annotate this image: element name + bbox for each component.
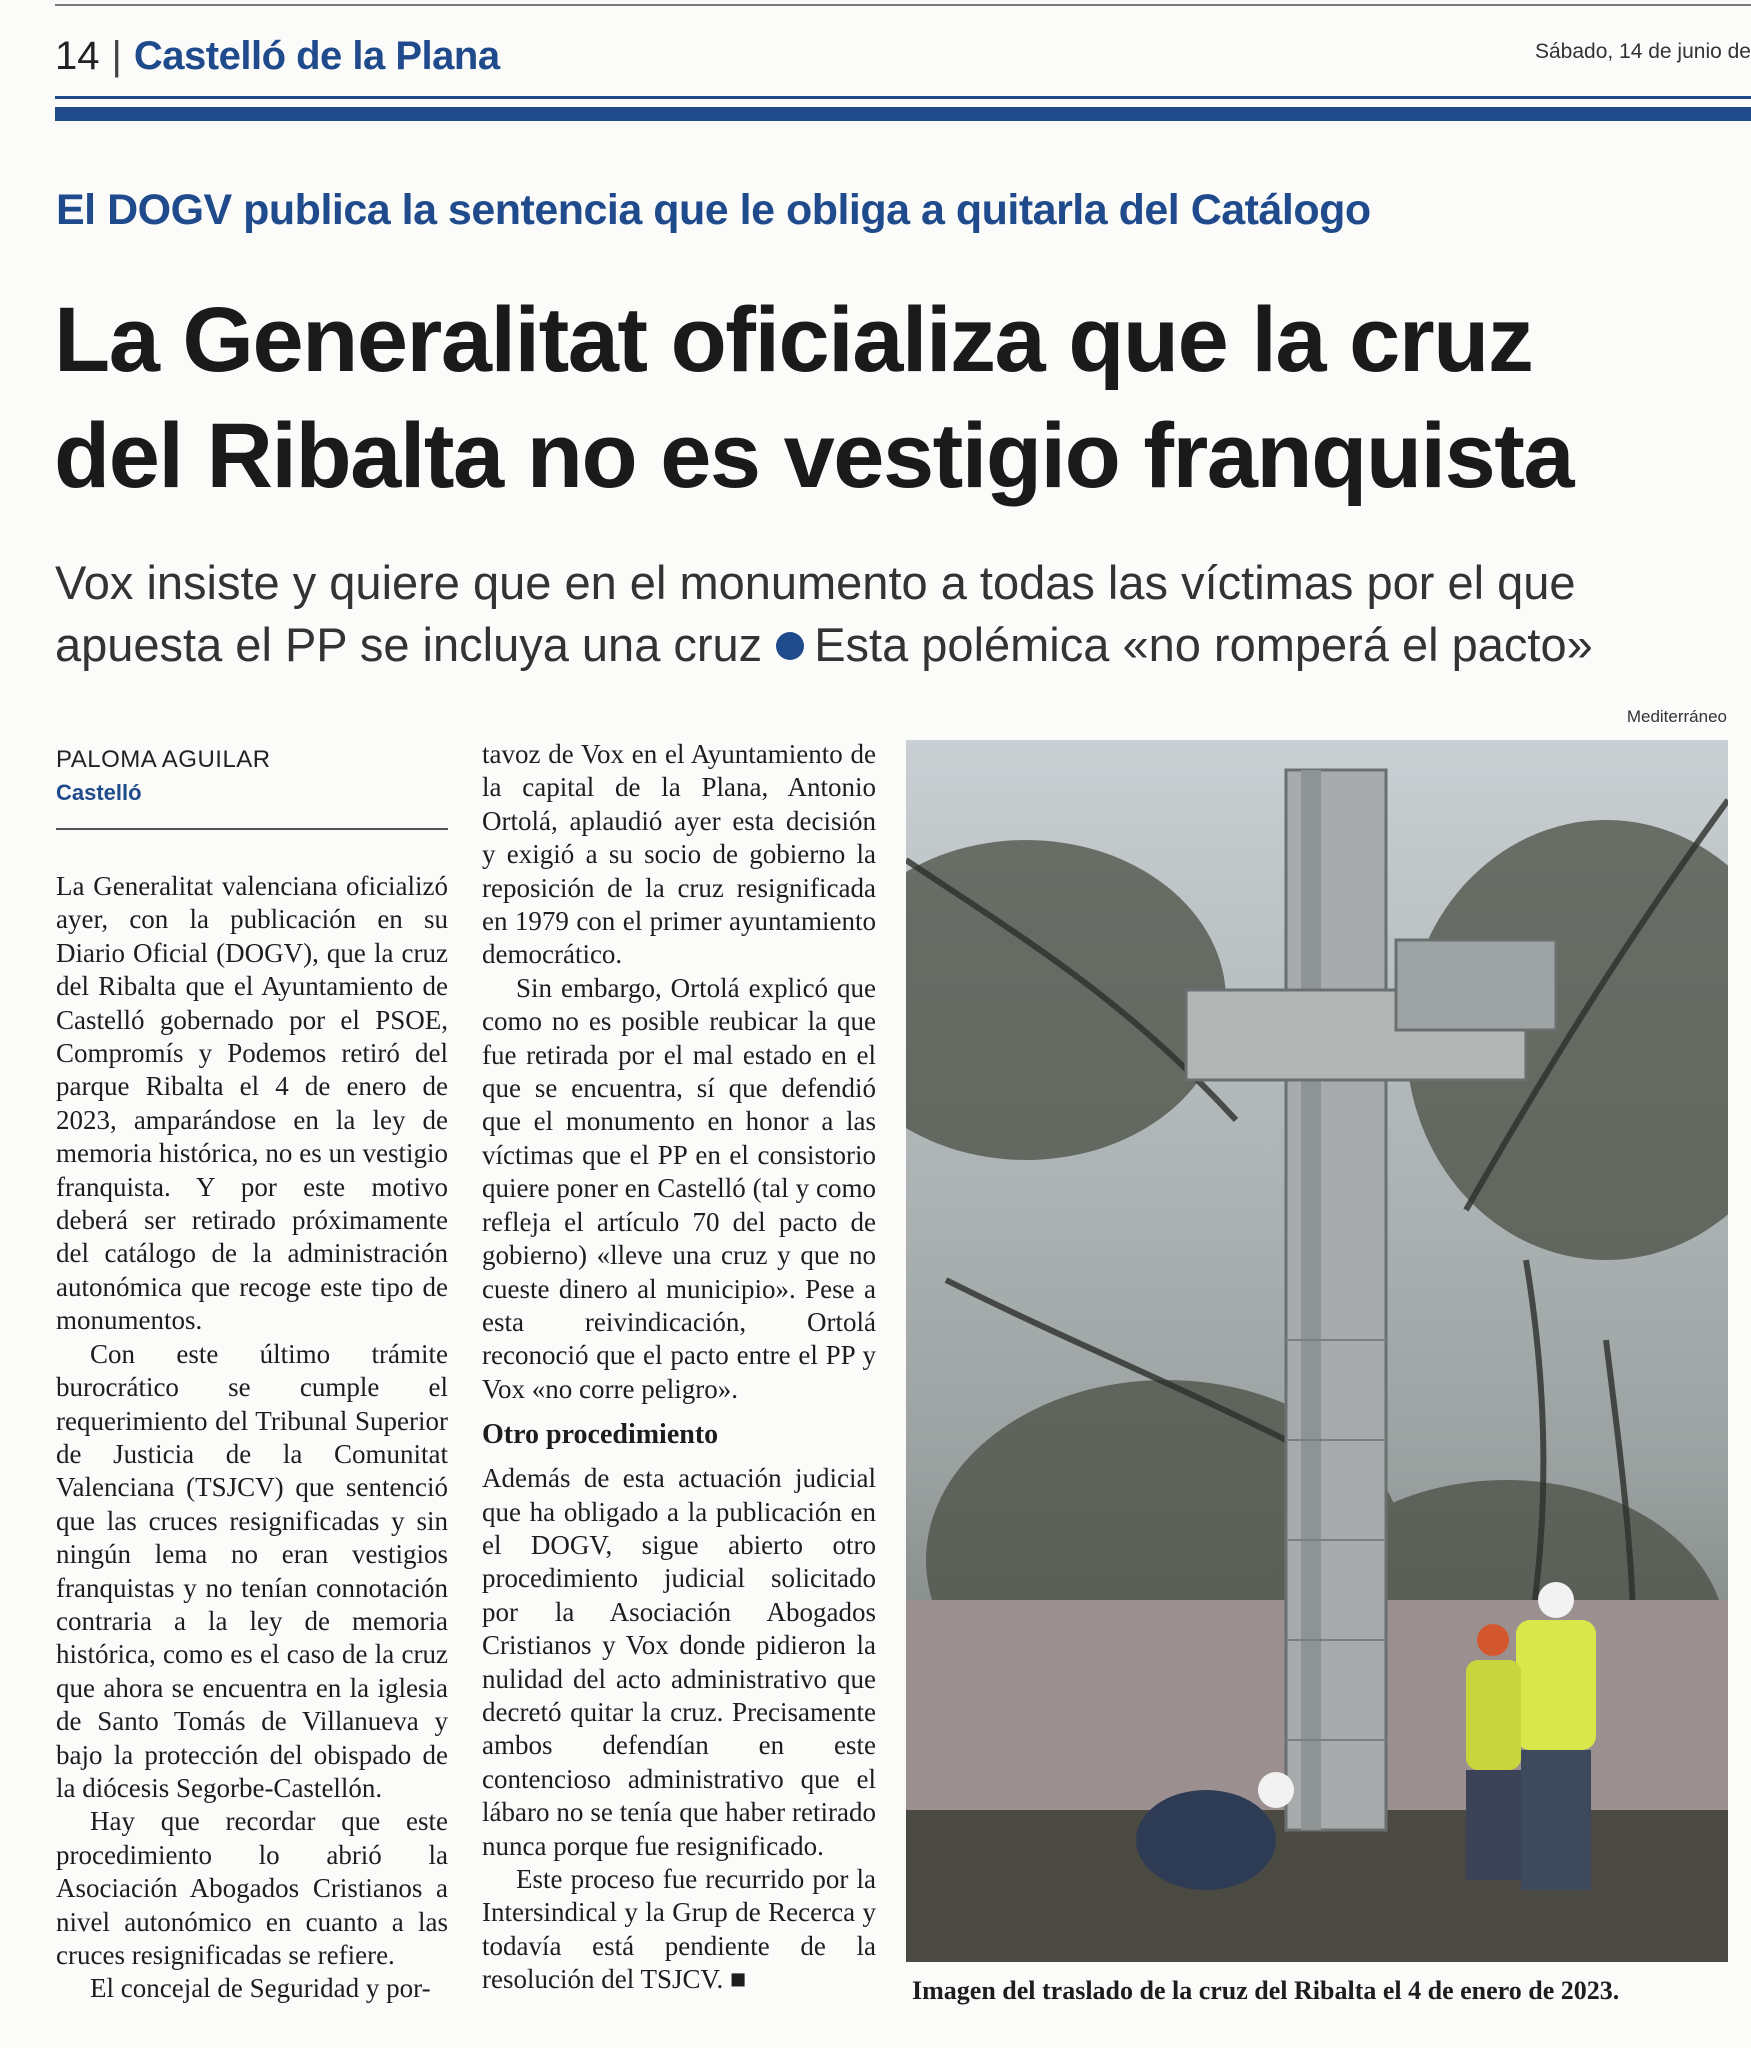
byline-rule	[56, 828, 448, 830]
folio-separator: |	[111, 33, 122, 78]
text-column-2	[482, 738, 876, 1997]
page-number: 14	[55, 33, 100, 78]
paragraph: Con este último trámite burocrático se cumple el requerimiento del Tribunal Superior de Justicia de la Comunitat Valenciana (TSJCV) que sentenció que las cruces resignificadas y sin ningún lema no eran vestigios franquistas y no tenían connotación contraria a la ley de memoria histórica, como es el caso de la cruz que ahora se encuentra en la iglesia de Santo Tomás de Villanueva y bajo la protección del obispado de la diócesis Segorbe-Castellón.	[56, 1338, 448, 1803]
byline	[56, 746, 271, 806]
issue-date: Sábado, 14 de junio de	[1534, 40, 1751, 63]
header-rule-thick	[55, 107, 1751, 121]
paragraph: tavoz de Vox en el Ayuntamiento de la capital de la Plana, Antonio Ortolá, aplaudió ayer esta decisión y exigió a su socio de gobierno la reposición de la cruz resignificada en 1979 con el primer ayuntamiento democrático.	[482, 739, 876, 970]
subhead-part-2: Esta polémica «no romperá el pacto»	[814, 618, 1593, 671]
article-photo	[906, 740, 1728, 1962]
paragraph: Este proceso fue recurrido por la Intersindical y la Grup de Recerca y todavía está pendiente de la resolución del TSJCV. ■	[482, 1864, 876, 1995]
text-column-1	[56, 870, 448, 2006]
section-title: Castelló de la Plana	[133, 33, 500, 78]
headline-line-2: del Ribalta no es vestigio franquista	[54, 405, 1574, 507]
paragraph: El concejal de Seguridad y por-	[90, 1973, 431, 2004]
header-rule-thin	[55, 96, 1751, 99]
section-subtitle: Otro procedimiento	[482, 1419, 719, 1451]
bullet-dot-icon	[776, 632, 804, 660]
paragraph: Además de esta actuación judicial que ha obligado a la publicación en el DOGV, sigue abierto otro procedimiento judicial solicitado por la Asociación Abogados Cristianos y Vox donde pidieron la nulidad del acto administrativo que decretó quitar la cruz. Precisamente ambos defendían en este contencioso administrativo que el lábaro no se tenía que haber retirado nunca porque fue resignificado.	[482, 1463, 876, 1861]
paragraph: Sin embargo, Ortolá explicó que como no es posible reubicar la que fue retirada por el mal estado en el que se encuentra, sí que defendió que el monumento en honor a las víctimas que el PP en el consistorio quiere poner en Castelló (tal y como refleja el artículo 70 del pacto de gobierno) «lleve una cruz y que no cueste dinero al municipio». Pese a esta reivindicación, Ortolá reconoció que el pacto entre el PP y Vox «no corre peligro».	[482, 972, 876, 1404]
headline-line-1: La Generalitat oficializa que la cruz	[54, 289, 1533, 391]
photo-credit: Mediterráneo	[1626, 707, 1727, 726]
author-name: PALOMA AGUILAR	[56, 746, 271, 773]
paragraph: Hay que recordar que este procedimiento lo abrió la Asociación Abogados Cristianos a nivel autonómico en cuanto a las cruces resignificadas se refiere.	[56, 1806, 448, 1970]
dateline-location: Castelló	[56, 780, 142, 805]
top-rule	[55, 4, 1751, 6]
page-folio	[55, 28, 500, 84]
paragraph: La Generalitat valenciana oficializó ayer, con la publicación en su Diario Oficial (DOGV), que la cruz del Ribalta que el Ayuntamiento de Castelló gobernado por el PSOE, Compromís y Podemos retiró del parque Ribalta el 4 de enero de 2023, amparándose en la ley de memoria histórica, no es un vestigio franquista. Y por este motivo deberá ser retirado próximamente del catálogo de la administración autonómica que recoge este tipo de monumentos.	[56, 871, 448, 1336]
article-headline	[54, 282, 1734, 514]
photo-caption: Imagen del traslado de la cruz del Ribalta el 4 de enero de 2023.	[912, 1976, 1620, 2005]
article-subhead	[55, 552, 1735, 676]
subhead-part-1: Vox insiste y quiere que en el monumento a todas las víctimas por el que apuesta el PP se incluya una cruz	[55, 556, 1576, 671]
article-kicker: El DOGV publica la sentencia que le obliga a quitarla del Catálogo	[56, 186, 1371, 234]
